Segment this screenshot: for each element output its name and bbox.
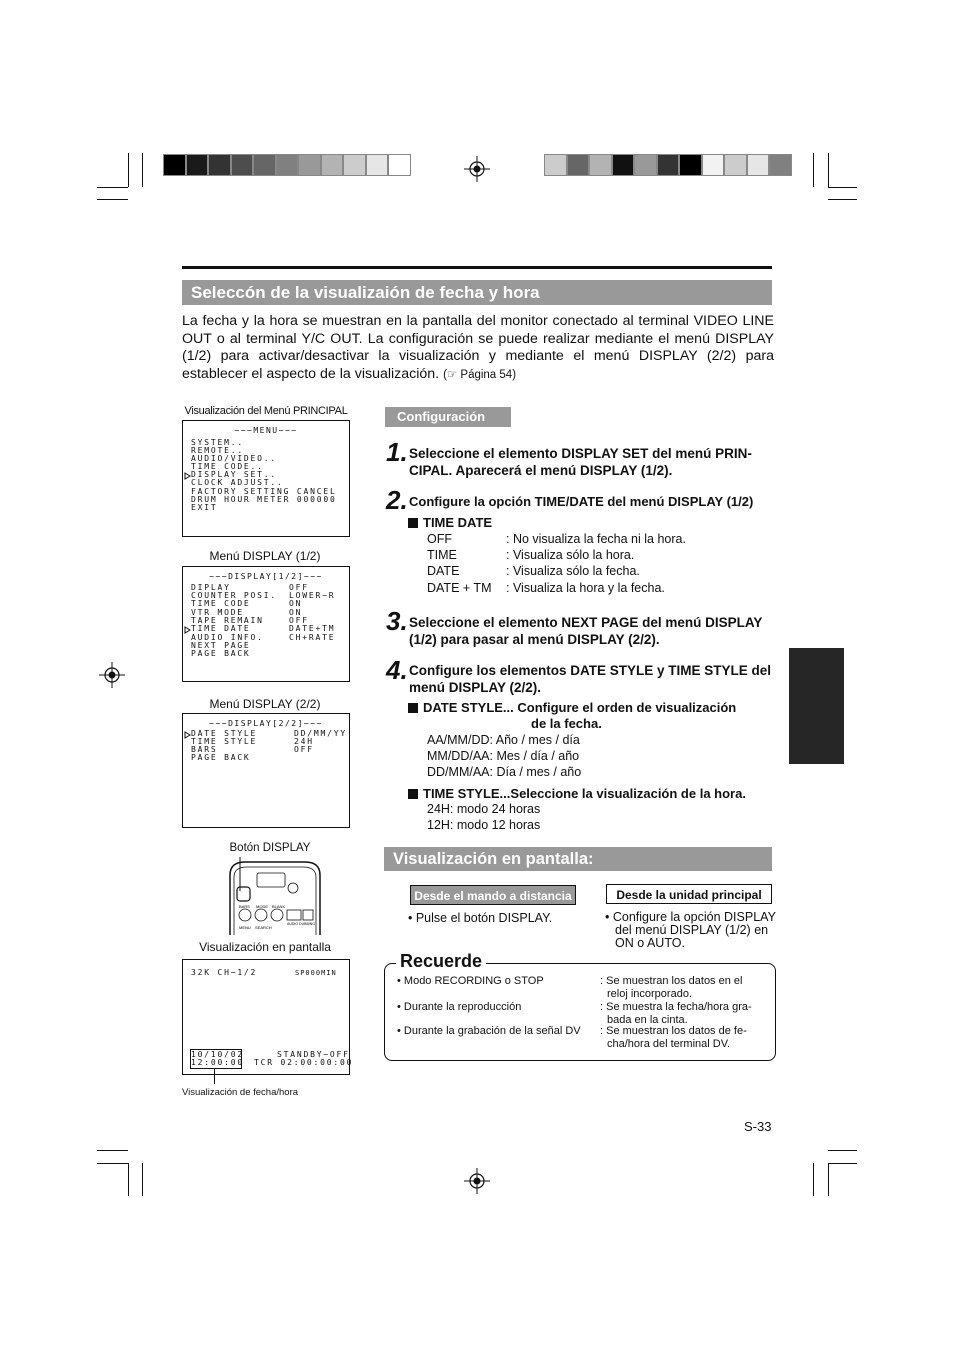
page-title: Seleccón de la visualizaión de fecha y hora xyxy=(191,283,540,302)
display2-item: TIME STYLE xyxy=(191,737,258,746)
display1-item: COUNTER POSI. xyxy=(191,591,278,600)
crop-mark xyxy=(828,1150,857,1151)
option-desc: : Visualiza sólo la hora. xyxy=(506,548,635,562)
cursor-arrow-icon xyxy=(184,626,191,634)
menu-item: SYSTEM.. xyxy=(191,438,244,447)
osd-time: 12:00:00 xyxy=(191,1058,244,1067)
menu-item: FACTORY SETTING CANCEL xyxy=(191,487,337,496)
crop-mark xyxy=(128,1163,129,1196)
display1-item-selected: TIME DATE xyxy=(191,624,251,633)
menu-item: DRUM HOUR METER 000000 xyxy=(191,495,337,504)
display1-item: TIME CODE xyxy=(191,599,251,608)
display1-value: CH+RATE xyxy=(289,633,336,642)
recuerde-condition: • Durante la reproducción xyxy=(397,1001,522,1013)
remote-instruction: • Pulse el botón DISPLAY. xyxy=(408,911,553,925)
display2-value: OFF xyxy=(294,745,314,754)
remote-control-illustration xyxy=(225,857,325,935)
remote-source-box: Desde el mando a distancia xyxy=(410,885,576,905)
recuerde-condition: • Durante la grabación de la señal DV xyxy=(397,1025,581,1037)
display1-item: NEXT PAGE xyxy=(191,641,251,650)
remote-label: MODE xyxy=(256,904,268,909)
unit-instruction-1: • Configure la opción DISPLAY xyxy=(605,910,776,924)
time-style-heading-text: TIME STYLE...Seleccione la visualización de la hora. xyxy=(423,786,746,801)
remote-label: BARS xyxy=(239,904,250,909)
intro-text: La fecha y la hora se muestran en la pantalla del monitor conectado al terminal VIDEO LINE OUT o al terminal Y/C OUT. La configuración se puede realizar mediante el menú DISPLAY (1/2) para activar/desactivar la visualización y mediante el menú DISPLAY (2/2) para establecer el aspecto de la visualización. xyxy=(182,313,774,382)
date-style-option: MM/DD/AA: Mes / día / año xyxy=(427,749,580,763)
display2-caption: Menú DISPLAY (2/2) xyxy=(209,697,321,711)
onscreen-section-bar xyxy=(384,847,772,871)
step-number: 3. xyxy=(386,606,408,636)
option-desc: : Visualiza la hora y la fecha. xyxy=(506,581,665,595)
osd-pointer-caption: Visualización de fecha/hora xyxy=(182,1087,299,1098)
config-tag: Configuración xyxy=(385,407,511,427)
recuerde-result: cha/hora del terminal DV. xyxy=(607,1038,731,1050)
menu-item: EXIT xyxy=(191,503,218,512)
date-style-option: AA/MM/DD: Año / mes / día xyxy=(427,733,580,747)
osd-caption: Visualización en pantalla xyxy=(199,940,331,954)
display2-value: 24H xyxy=(294,737,314,746)
display1-title: −−−DISPLAY[1/2]−−− xyxy=(209,572,323,581)
recuerde-result: reloj incorporado. xyxy=(607,988,692,1000)
unit-instruction-2: del menú DISPLAY (1/2) en xyxy=(615,923,769,937)
step-3-text: Seleccione el elemento NEXT PAGE del menú DISPLAY (1/2) para pasar al menú DISPLAY (2/2). xyxy=(409,615,763,647)
unit-source-box: Desde la unidad principal xyxy=(606,884,772,904)
osd-tcr: TCR 02:00:00:00 xyxy=(254,1058,354,1067)
osd-top-right: SP000MIN xyxy=(295,969,337,977)
menu-caption: Visualización del Menú PRINCIPAL xyxy=(184,405,348,417)
date-style-heading-text: DATE STYLE... Configure el orden de visualización xyxy=(423,700,737,715)
color-bars-right xyxy=(544,154,792,176)
recuerde-result: : Se muestran los datos de fe- xyxy=(600,1025,747,1037)
unit-instruction-3: ON o AUTO. xyxy=(615,936,685,950)
date-style-heading xyxy=(408,700,736,715)
osd-screen xyxy=(182,959,354,1075)
onscreen-title: Visualización en pantalla: xyxy=(393,850,594,868)
crop-mark xyxy=(97,187,128,188)
cursor-arrow-icon xyxy=(184,472,191,480)
bullet-square-icon xyxy=(408,789,418,799)
registration-mark-icon xyxy=(99,662,125,688)
date-style-option: DD/MM/AA: Día / mes / año xyxy=(427,765,582,779)
cursor-arrow-icon xyxy=(184,731,191,739)
intro-paragraph xyxy=(182,313,774,384)
option-desc: : No visualiza la fecha ni la hora. xyxy=(506,532,686,546)
display1-value: OFF xyxy=(289,583,309,592)
crop-mark xyxy=(813,1163,814,1196)
recuerde-result: : Se muestra la fecha/hora gra- xyxy=(600,1001,752,1013)
display1-value: LOWER−R xyxy=(289,591,336,600)
time-date-heading-text: TIME DATE xyxy=(423,515,493,530)
crop-mark xyxy=(97,199,128,200)
step-4-text: Configure los elementos DATE STYLE y TIME STYLE del menú DISPLAY (2/2). xyxy=(409,663,772,695)
menu-item-selected: DISPLAY SET.. xyxy=(191,470,278,479)
crop-mark xyxy=(142,153,143,187)
recuerde-condition: • Modo RECORDING o STOP xyxy=(397,975,544,987)
remote-label: BLANK xyxy=(272,904,286,909)
page-number: S-33 xyxy=(744,1119,772,1134)
remote-label: MENU xyxy=(239,925,251,930)
menu-item: TIME CODE.. xyxy=(191,462,264,471)
display2-value: DD/MM/YY xyxy=(294,729,347,738)
registration-mark-icon xyxy=(464,1168,490,1194)
display1-item: DIPLAY xyxy=(191,583,231,592)
page-reference: (☞ Página 54) xyxy=(443,368,517,381)
option-key: TIME xyxy=(427,548,457,562)
pointer-line xyxy=(214,1068,215,1084)
recuerde-title: Recuerde xyxy=(396,951,486,972)
display1-value: OFF xyxy=(289,616,309,625)
osd-date: 10/10/02 xyxy=(191,1050,244,1059)
display2-item: BARS xyxy=(191,745,218,754)
display1-value: ON xyxy=(289,608,303,617)
crop-mark xyxy=(813,153,814,187)
crop-mark xyxy=(828,1163,857,1164)
display1-item: AUDIO INFO. xyxy=(191,633,264,642)
step-number: 4. xyxy=(386,655,408,685)
step-2-text: Configure la opción TIME/DATE del menú DISPLAY (1/2) xyxy=(409,494,754,509)
crop-mark xyxy=(828,187,857,188)
osd-top-left: 32K CH−1/2 xyxy=(191,968,258,977)
recuerde-result: bada en la cinta. xyxy=(607,1014,688,1026)
bullet-square-icon xyxy=(408,703,418,713)
display1-screen xyxy=(182,566,350,682)
remote-label: SEARCH xyxy=(255,925,272,930)
option-desc: : Visualiza sólo la fecha. xyxy=(506,564,640,578)
option-key: DATE xyxy=(427,564,460,578)
crop-mark xyxy=(128,153,129,187)
display2-title: −−−DISPLAY[2/2]−−− xyxy=(209,719,323,728)
bullet-square-icon xyxy=(408,518,418,528)
display1-value: ON xyxy=(289,599,303,608)
crop-mark xyxy=(828,199,857,200)
time-date-heading xyxy=(408,515,492,530)
menu-screen-title: −−−MENU−−− xyxy=(234,426,298,435)
menu-item: AUDIO/VIDEO.. xyxy=(191,454,278,463)
crop-mark xyxy=(828,153,829,187)
top-rule xyxy=(182,266,772,269)
display1-item: PAGE BACK xyxy=(191,649,251,658)
display1-item: VTR MODE xyxy=(191,608,244,617)
step-number: 2. xyxy=(386,485,408,515)
crop-mark xyxy=(142,1163,143,1196)
side-tab xyxy=(789,648,844,764)
step-1-text: Seleccione el elemento DISPLAY SET del menú PRIN- CIPAL. Aparecerá el menú DISPLAY (1/2). xyxy=(409,446,752,478)
display1-value: DATE+TM xyxy=(289,624,336,633)
display1-item: TAPE REMAIN xyxy=(191,616,264,625)
option-key: DATE + TM xyxy=(427,581,492,595)
menu-item: REMOTE.. xyxy=(191,446,244,455)
time-style-option: 24H: modo 24 horas xyxy=(427,802,541,816)
main-menu-screen xyxy=(182,420,350,537)
display2-item: PAGE BACK xyxy=(191,753,251,762)
display1-caption: Menú DISPLAY (1/2) xyxy=(209,549,321,563)
display2-screen xyxy=(182,713,350,828)
color-bars-left xyxy=(163,154,411,176)
menu-item: CLOCK ADJUST.. xyxy=(191,478,284,487)
step-number: 1. xyxy=(386,437,408,467)
section-title-bar xyxy=(182,280,772,305)
date-style-heading-cont: de la fecha. xyxy=(531,716,602,731)
display-button-caption: Botón DISPLAY xyxy=(229,842,311,854)
option-key: OFF xyxy=(427,532,452,546)
registration-mark-icon xyxy=(464,156,490,182)
recuerde-result: : Se muestran los datos en el xyxy=(600,975,743,987)
crop-mark xyxy=(828,1163,829,1196)
time-style-option: 12H: modo 12 horas xyxy=(427,818,541,832)
osd-status: STANDBY−OFF xyxy=(277,1050,350,1059)
time-style-heading xyxy=(408,786,746,801)
remote-label: AUDIO DUBBING xyxy=(287,922,316,926)
display2-item-selected: DATE STYLE xyxy=(191,729,258,738)
crop-mark xyxy=(97,1163,128,1164)
crop-mark xyxy=(97,1150,128,1151)
